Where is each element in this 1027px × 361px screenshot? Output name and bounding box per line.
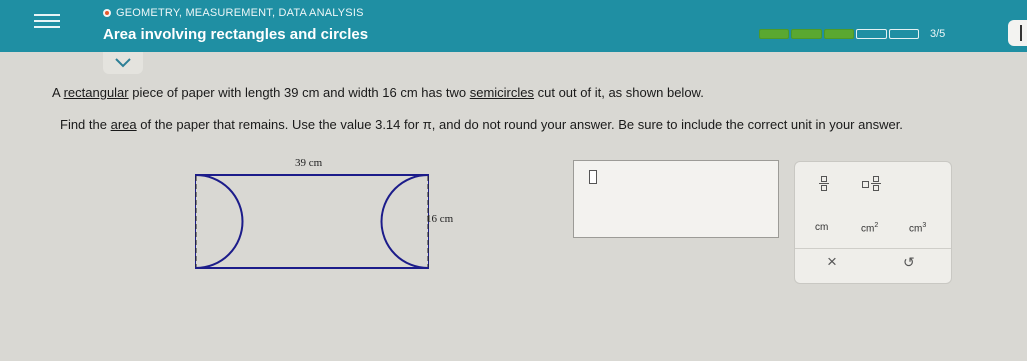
answer-input[interactable]: [573, 160, 779, 238]
rectangle-semicircles-figure: [190, 150, 480, 275]
unit-cm3-button[interactable]: $cm^3$: [909, 222, 927, 235]
topic-line: [103, 7, 364, 19]
progress-segment: [759, 29, 789, 39]
progress-segment: [889, 29, 919, 39]
fraction-button[interactable]: [819, 176, 829, 191]
math-keypad: [794, 161, 952, 284]
undo-button[interactable]: ↺: [903, 254, 915, 270]
left-semicircle: [196, 175, 243, 268]
length-label: 39 cm: [295, 157, 323, 169]
question-text-1: A rectangular piece of paper with length 39 cm and width 16 cm has two semicircles cut out of it, as shown below.: [52, 85, 704, 100]
mixed-number-button[interactable]: [871, 176, 881, 191]
keypad-divider: [795, 248, 951, 249]
progress-segment: [824, 29, 854, 39]
glossary-link-semicircles[interactable]: semicircles: [469, 85, 535, 100]
topic-label: GEOMETRY, MEASUREMENT, DATA ANALYSIS: [116, 7, 364, 19]
progress-count: 3/5: [930, 28, 946, 40]
progress-bar: [759, 29, 919, 39]
topic-status-icon: [103, 9, 111, 17]
unit-cm2-button[interactable]: $cm^2$: [861, 222, 879, 235]
header-bar: [0, 0, 1027, 52]
progress-segment: [856, 29, 886, 39]
lesson-title: Area involving rectangles and circles: [103, 26, 369, 43]
input-cursor: [589, 170, 597, 184]
glossary-link-rectangular[interactable]: rectangular: [63, 85, 129, 100]
unit-cm-button[interactable]: cm: [815, 222, 829, 233]
question-text-2: Find the area of the paper that remains. Use the value 3.14 for π, and do not round your answer. Be sure to include the correct unit in your answer.: [60, 117, 903, 132]
progress-segment: [791, 29, 821, 39]
right-semicircle: [382, 175, 429, 268]
chevron-down-icon: [103, 52, 143, 74]
mixed-number-whole-box[interactable]: [862, 181, 869, 188]
collapse-toggle-button[interactable]: [103, 52, 143, 74]
width-label: 16 cm: [426, 213, 454, 225]
clear-button[interactable]: ×: [827, 252, 837, 271]
side-tool-button[interactable]: [1008, 20, 1027, 46]
glossary-link-area[interactable]: area: [110, 117, 137, 132]
menu-icon[interactable]: [34, 10, 60, 28]
